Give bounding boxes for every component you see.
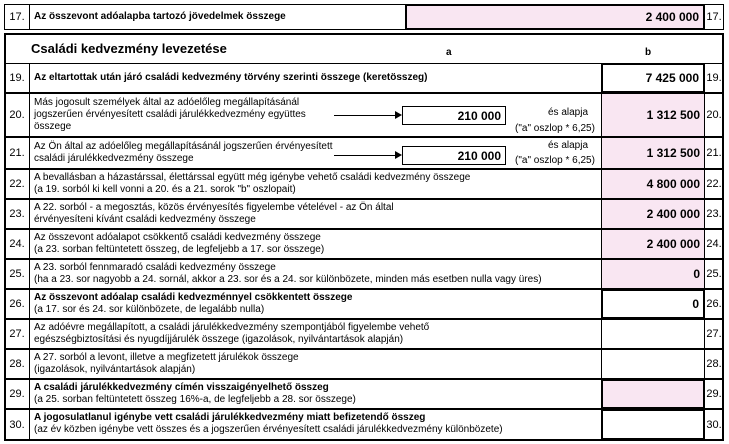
amount-field[interactable]: 1 312 500 (601, 93, 705, 137)
row-number: 29. (4, 379, 30, 409)
row-number: 19. (4, 63, 30, 93)
row-number-right: 30. (704, 409, 724, 440)
row-25 (4, 259, 724, 289)
basis-formula: ("a" oszlop * 6,25) (515, 155, 595, 166)
row-label: Az összevont adóalapot csökkentő családi kedvezmény összege (34, 232, 321, 243)
row-label-cell (29, 93, 602, 137)
row-number-right: 29. (704, 379, 724, 409)
row-number: 30. (4, 409, 30, 440)
row-label-cell (29, 319, 602, 349)
row-number-right: 26. (704, 289, 724, 319)
row-number: 23. (4, 199, 30, 229)
amount-field[interactable] (601, 409, 705, 440)
row-22 (4, 169, 724, 199)
amount-field[interactable]: 2 400 000 (601, 229, 705, 259)
column-a-field[interactable]: 210 000 (402, 146, 506, 165)
row-label-cell (29, 409, 602, 440)
row-26 (4, 289, 724, 319)
row-28 (4, 349, 724, 379)
arrow-head-icon (395, 151, 402, 159)
row-label: Az Ön által az adóelőleg megállapításánál jogszerűen érvényesített családi járulékkedvezmény összege (34, 141, 333, 164)
basis-label: és alapja (547, 140, 589, 151)
row-sublabel: (a 19. sorból ki kell vonni a 20. és a 21. sorok "b" oszlopait) (34, 184, 296, 195)
amount-field[interactable]: 1 312 500 (601, 137, 705, 169)
row-sublabel: (a 23. sorban feltüntetett összeg, de legfeljebb a 17. sor összege) (34, 244, 325, 255)
row-number: 26. (4, 289, 30, 319)
section-title: Családi kedvezmény levezetése (31, 41, 227, 56)
row-number: 21. (4, 137, 30, 169)
row-label-cell (29, 137, 602, 169)
row-17 (4, 4, 724, 30)
row-label-cell (29, 199, 602, 229)
row-number: 17. (4, 4, 30, 30)
row-sublabel: (a 25. sorban feltüntetett összeg 16%-a, de legfeljebb a 28. sor összege) (34, 394, 356, 405)
row-label-cell (29, 289, 602, 319)
row-label: A 23. sorból fennmaradó családi kedvezmény összege (34, 262, 276, 273)
amount-field[interactable] (601, 319, 705, 349)
row-number: 28. (4, 349, 30, 379)
row-number: 20. (4, 93, 30, 137)
row-label: Az összevont adóalap családi kedvezménnyel csökkentett összege (34, 292, 353, 303)
row-number-right: 20. (704, 93, 724, 137)
amount-field[interactable]: 7 425 000 (601, 63, 705, 93)
row-number-right: 25. (704, 259, 724, 289)
row-label: Az adóévre megállapított, a családi járulékkedvezmény szempontjából figyelembe vehető (34, 322, 430, 333)
row-number: 24. (4, 229, 30, 259)
row-sublabel: érvényesíteni kívánt családi kedvezmény összege (34, 214, 256, 225)
basis-formula: ("a" oszlop * 6,25) (515, 123, 595, 134)
row-label: A családi járulékkedvezmény címén visszaigényelhető összeg (34, 382, 329, 393)
row-number-right: 23. (704, 199, 724, 229)
row-sublabel: (az év közben igénybe vett összes és a jogszerűen érvényesített családi járulékkedvezmény különbözete) (34, 424, 503, 435)
amount-field[interactable] (601, 379, 705, 409)
row-number-right: 27. (704, 319, 724, 349)
row-label-cell (29, 169, 602, 199)
row-29 (4, 379, 724, 409)
row-19 (4, 63, 724, 93)
row-number-right: 28. (704, 349, 724, 379)
column-a-field[interactable]: 210 000 (402, 106, 506, 125)
amount-field[interactable] (601, 349, 705, 379)
row-number: 22. (4, 169, 30, 199)
amount-field[interactable]: 0 (601, 259, 705, 289)
row-label: Más jogosult személyek által az adóelőleg megállapításánál jogszerűen érvényesített családi járulékkedvezmény együttes összege (34, 97, 306, 132)
row-number-right: 22. (704, 169, 724, 199)
row-30 (4, 409, 724, 440)
row-label-cell (29, 379, 602, 409)
row-number: 25. (4, 259, 30, 289)
row-label-cell (29, 229, 602, 259)
row-label-cell (29, 259, 602, 289)
amount-field[interactable]: 2 400 000 (405, 4, 705, 30)
row-27 (4, 319, 724, 349)
row-label: A bevallásban a házastárssal, élettárssal együtt még igénybe vehető családi kedvezmény összege (34, 172, 471, 183)
arrow-line (334, 115, 396, 116)
row-label: Az összevont adóalapba tartozó jövedelmek összege (29, 4, 406, 30)
row-label-cell (29, 349, 602, 379)
row-number: 27. (4, 319, 30, 349)
row-23 (4, 199, 724, 229)
row-number-right: 17. (704, 4, 724, 30)
row-20 (4, 93, 724, 137)
amount-field[interactable]: 0 (601, 289, 705, 319)
row-sublabel: (igazolások, nyilvántartások alapján) (34, 364, 196, 375)
row-21 (4, 137, 724, 169)
arrow-line (334, 155, 396, 156)
basis-label: és alapja (547, 107, 589, 118)
column-a-header: a (446, 47, 452, 58)
row-sublabel: egészségbiztosítási és nyugdíjjárulék összege (igazolások, nyilvántartások alapján) (34, 334, 404, 345)
row-label: A 27. sorból a levont, illetve a megfizetett járulékok összege (34, 352, 299, 363)
row-number-right: 19. (704, 63, 724, 93)
row-number-right: 21. (704, 137, 724, 169)
column-b-header: b (645, 47, 652, 58)
row-sublabel: (ha a 23. sor nagyobb a 24. sornál, akkor a 23. sor és a 24. sor különbözete, minden más esetben nulla vagy üres) (34, 274, 542, 285)
row-label: A jogosulatlanul igénybe vett családi járulékkedvezmény miatt befizetendő összeg (34, 412, 426, 423)
arrow-head-icon (395, 111, 402, 119)
row-label: Az eltartottak után járó családi kedvezmény törvény szerinti összege (keretösszeg) (29, 63, 602, 93)
row-24 (4, 229, 724, 259)
amount-field[interactable]: 2 400 000 (601, 199, 705, 229)
row-label: A 22. sorból - a megosztás, közös érvényesítés figyelembe vételével - az Ön által (34, 202, 394, 213)
row-sublabel: (a 17. sor és 24. sor különbözete, de legalább nulla) (34, 304, 265, 315)
amount-field[interactable]: 4 800 000 (601, 169, 705, 199)
row-number-right: 24. (704, 229, 724, 259)
